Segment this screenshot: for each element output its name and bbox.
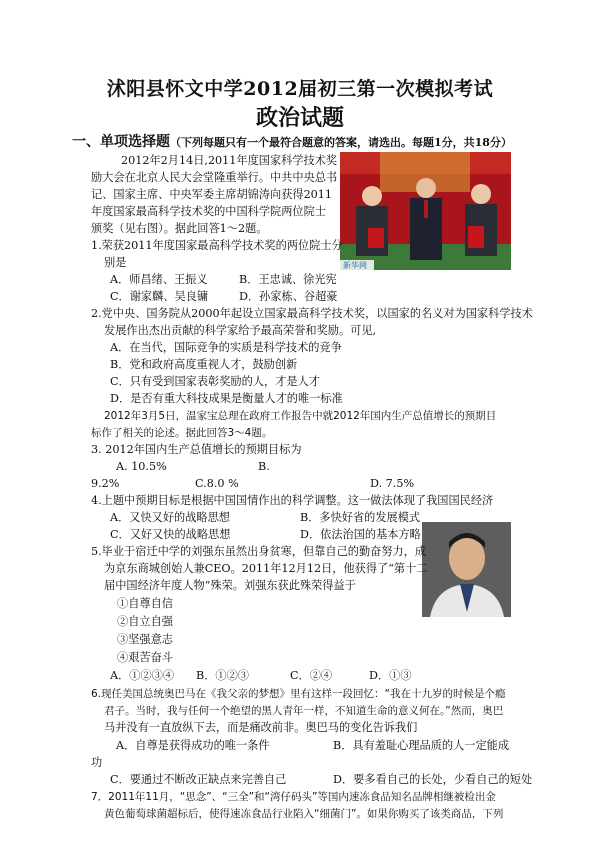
text-line: C.8.0 %: [195, 477, 239, 490]
text-line: 年度国家最高科学技术奖的中国科学院两位院士: [91, 205, 326, 218]
text-line: C．又好又快的战略思想: [110, 528, 231, 541]
text-line: 1.荣获2011年度国家最高科学技术奖的两位院士分: [91, 239, 343, 252]
section-note: （下列每题只有一个最符合题意的答案，请选出。每题1分，共18分）: [170, 136, 512, 149]
text-line: 4.上题中预期目标是根据中国国情作出的科学调整。这一做法体现了我国国民经济: [91, 494, 494, 507]
exam-title: 沭阳县怀文中学2012届初三第一次模拟考试: [106, 78, 494, 100]
exam-subtitle: 政治试题: [255, 105, 344, 131]
text-line: 记、国家主席、中央军委主席胡锦涛向获得2011: [91, 188, 333, 201]
text-line: B.: [258, 460, 270, 473]
text-line: 9.2%: [91, 477, 120, 490]
text-line: 颁奖（见右图）。据此回答1～2题。: [91, 222, 268, 235]
text-line: B．多快好省的发展模式: [300, 511, 421, 524]
text-line: D. 7.5%: [370, 477, 415, 490]
text-line: A．又快又好的战略思想: [110, 511, 230, 524]
text-line: 2012年3月5日，温家宝总理在政府工作报告中就2012年国内生产总值增长的预期目: [104, 410, 497, 422]
text-line: D．①③: [369, 669, 412, 682]
text-line: 功: [91, 756, 103, 769]
photo-watermark: 新华网: [343, 261, 367, 270]
text-line: 5.毕业于宿迁中学的刘强东虽然出身贫寒，但靠自己的勤奋努力，成: [91, 545, 427, 558]
text-line: 励大会在北京人民大会堂隆重举行。中共中央总书: [91, 171, 338, 184]
text-line: ①自尊自信: [117, 597, 173, 610]
portrait-photo: [422, 522, 511, 617]
text-line: C．只有受到国家表彰奖励的人，才是人才: [110, 375, 320, 388]
text-line: 君子。当时，我与任何一个绝望的黑人青年一样，不知道生命的意义何在。”然而，奥巴: [104, 705, 504, 717]
text-line: A. 10.5%: [116, 460, 167, 473]
text-line: 3. 2012年国内生产总值增长的预期目标为: [91, 443, 302, 456]
text-line: 黄色葡萄球菌超标后，使得速冻食品行业陷入“细菌门”。如果你购买了该类商品，下列: [104, 808, 504, 820]
text-line: 7．2011年11月，“思念”、“三全”和“湾仔码头”等国内速冻食品知名品牌相继被检出金: [91, 791, 496, 803]
section-heading: [72, 131, 512, 151]
text-line: 别是: [104, 256, 127, 269]
text-line: A．师昌绪、王振义: [110, 273, 208, 286]
text-line: C．要通过不断改正缺点来完善自己: [110, 773, 287, 786]
text-line: ④艰苦奋斗: [117, 651, 173, 664]
text-line: D．要多看自己的长处，少看自己的短处: [333, 773, 533, 786]
text-line: D．孙家栋、谷超豪: [239, 290, 338, 303]
text-line: 届中国经济年度人物”殊荣。刘强东获此殊荣得益于: [104, 579, 356, 592]
text-line: C．②④: [290, 669, 333, 682]
text-line: ③坚强意志: [117, 633, 173, 646]
award-ceremony-illustration: [340, 152, 511, 270]
text-line: 2.党中央、国务院从2000年起设立国家最高科学技术奖，以国家的名义对为国家科学技术: [91, 307, 533, 320]
text-line: B．王忠诚、徐光宪: [239, 273, 337, 286]
text-line: 为京东商城创始人兼CEO。2011年12月12日，他获得了“第十二: [104, 562, 428, 575]
text-line: B．党和政府高度重视人才，鼓励创新: [110, 358, 298, 371]
text-line: C．谢家麟、吴良镛: [110, 290, 209, 303]
text-line: 标作了相关的论述。据此回答3～4题。: [91, 427, 273, 439]
text-line: ②自立自强: [117, 615, 173, 628]
text-line: D．是否有重大科技成果是衡量人才的唯一标准: [110, 392, 343, 405]
text-line: 2012年2月14日,2011年度国家科学技术奖: [121, 154, 338, 167]
text-line: D．依法治国的基本方略: [300, 528, 421, 541]
text-line: 6.现任美国总统奥巴马在《我父亲的梦想》里有这样一段回忆：“我在十九岁的时候是个瘾: [91, 688, 506, 700]
text-line: 马并没有一直放纵下去，而是痛改前非。奥巴马的变化告诉我们: [104, 721, 418, 734]
text-line: 发展作出杰出贡献的科学家给予最高荣誉和奖励。可见,: [104, 324, 377, 337]
text-line: B．具有羞耻心理品质的人一定能成: [333, 739, 510, 752]
section-label: 一、单项选择题: [72, 134, 170, 150]
text-line: A．①②③④: [110, 669, 175, 682]
text-line: B．①②③: [196, 669, 249, 682]
text-line: A．自尊是获得成功的唯一条件: [116, 739, 270, 752]
award-ceremony-photo: [340, 152, 511, 270]
text-line: A．在当代，国际竞争的实质是科学技术的竞争: [110, 341, 342, 354]
portrait-illustration: [422, 522, 511, 617]
